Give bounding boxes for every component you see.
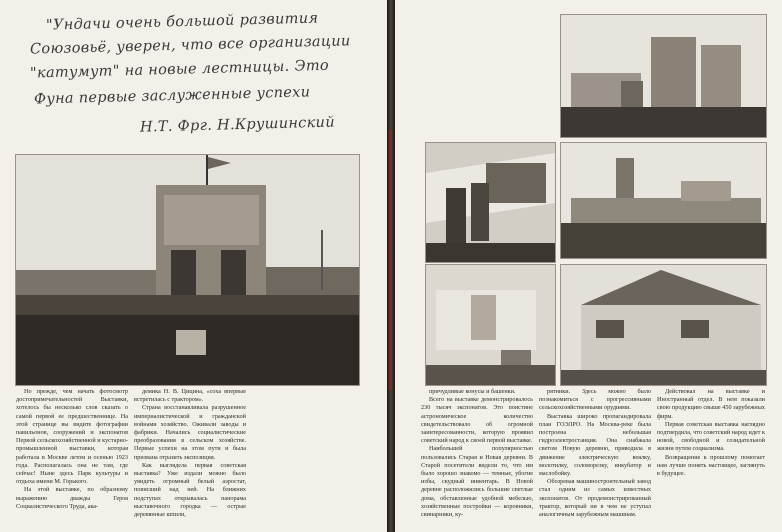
left-text-column-2: [134, 388, 246, 519]
paragraph: Страна восстанавливала разрушенное империалистической и гражданской войнами хозяйство. Оживали заводы и фабрики. Начались социалистические преобразования в сельском хозяйстве. Первые успехи на этом пути и была призвана отразить экспозиция.: [134, 404, 246, 461]
left-page: [0, 0, 387, 532]
handwritten-line-1: "Ундачи очень большой развития: [45, 10, 319, 34]
right-text-column-2: [539, 388, 651, 519]
photo-oriental-pavilion-camel: [425, 264, 556, 386]
paragraph: причудливые конусы и башенки.: [429, 388, 516, 395]
photo-new-village-house: [560, 264, 767, 386]
paragraph: Всего на выставке демонстрировалось 230 тысяч экспонатов. Это поистине астрономическое количество свидетельствовало об огромной заинтересованности, которую проявил советский народ к своей первой выставке.: [421, 396, 533, 445]
photo-exhibition-gate-crowd: [15, 154, 360, 386]
right-page: [395, 0, 782, 532]
handwritten-line-4: Фуна первые заслуженные успехи: [33, 84, 311, 108]
paragraph: демика Н. В. Цицина, «соха впервые встретилась с трактором».: [134, 388, 246, 404]
paragraph: Обозревая машиностроительный завод стал одним из самых известных экспонатов. От продемонстрированный трактор, который ни в чем не уступал аналогичным зарубежным машинам.: [539, 478, 651, 519]
paragraph: На этой выставке, по образному выражению дважды Героя Социалистического Труда, ака-: [16, 486, 128, 510]
paragraph: Действовал на выставке и Иностранный отдел. В нем показали свою продукцию свыше 450 зарубежных фирм.: [657, 388, 765, 420]
photo-aircraft-engine: [425, 142, 556, 263]
photo-pavilion-towers: [560, 14, 767, 138]
paragraph: рятники. Здесь можно было познакомиться с прогрессивными сельскохозяйственными орудиями.: [539, 388, 651, 412]
right-text-column-3: [657, 388, 765, 478]
paragraph: Но прежде, чем начать фотосмотр достопримечательностей Выставки, хотелось бы несколько слов сказать о самой первой ее предшественнице. На этой странице вы видите фотографии павильонов, сооружений и экспонатов Первой сельскохозяйственной и кустарно-промышленной выставки, которая работала в Москве летом и осенью 1923 года. Располагалась она не там, где сейчас! Ныне здесь Парк культуры и отдыха имени М. Горького.: [16, 388, 128, 486]
handwritten-line-2: Союзовьё, уверен, что все организации: [29, 33, 351, 58]
paragraph: Первая советская выставка наглядно подтвердила, что советский народ идет к новой, свободной и созидательной жизни путем социализма.: [657, 420, 765, 453]
left-text-column-1: [16, 388, 128, 511]
handwritten-line-3: "катумут" на новые лестницы. Это: [29, 57, 330, 82]
paragraph: Как выглядела первая советская выставка? Уже издали можно было увидеть огромный белый аэростат, повисший над ней. На ближних подступах открывалась панорама выставочного городка — острые деревянные шпили,: [134, 461, 246, 519]
right-text-column-1: [421, 388, 533, 519]
photo-exhibition-panorama: [560, 142, 767, 259]
bookmark-ribbon: [389, 130, 392, 390]
handwritten-signature: Н.Т. Фрг. Н.Крушинский: [139, 114, 336, 136]
paragraph: Возвращение к прошлому помогает нам лучше понять настоящее, заглянуть в будущее.: [657, 453, 765, 478]
paragraph: Наибольшей популярностью пользовались Старая и Новая деревни. В Старой посетители видели то, что им было хорошо знакомо — темные, убогие избы, скудный инвентарь. В Новой деревне расположились большие светлые дома, обставленные удобной мебелью, хозяйственные постройки — коровники, свинарники, ку-: [421, 445, 533, 519]
paragraph: Выставка широко пропагандировала план ГОЭЛРО. На Москва-реке была построена небольшая гидроэлектростанция. Она снабжала светом Новую деревню, приводила в движение электрическую веялку, молотилку, соломорезку, инкубатор и маслобойку.: [539, 412, 651, 478]
